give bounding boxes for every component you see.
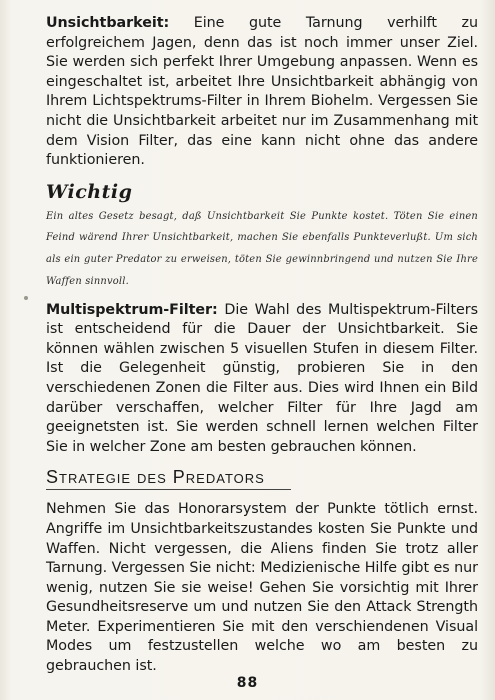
section-heading: Strategie des Predators [46, 467, 291, 490]
page-content [46, 14, 478, 677]
important-heading: Wichtig [46, 180, 133, 203]
invisibility-text: Eine gute Tarnung verhilft zu erfolgreichem Jagen, denn das ist noch immer unser Ziel. Sie werden sich perfekt Ihrer Umgebung anpassen. Wenn es eingeschaltet ist, arbeitet Ihre Unsichtbarkeit abhängig von Ihrem Lichtspektrums-Filter in Ihrem Biohelm. Vergessen Sie nicht die Unsichtbarkeit arbeitet nur im Zusammenhang mit dem Vision Filter, das eine kann nicht ohne das andere funktionieren. [46, 15, 478, 169]
invisibility-term: Unsichtbarkeit: [46, 15, 170, 31]
important-note: Ein altes Gesetz besagt, daß Unsichtbarkeit Sie Punkte kostet. Töten Sie einen Feind wärend Ihrer Unsichtbarkeit, machen Sie ebenfalls Punkteverlußt. Um sich als ein guter Predator zu erweisen, töten Sie gewinnbringend und nutzen Sie Ihre Waffen sinnvoll. [46, 210, 478, 287]
strategy-paragraph: Nehmen Sie das Honorarsystem der Punkte tötlich ernst. Angriffe im Unsichtbarkeitszustandes kosten Sie Punkte und Waffen. Nicht vergessen, die Aliens finden Sie trotz aller Tarnung. Vergessen Sie nicht: Medizienische Hilfe gibt es nur wenig, nutzen Sie sie weise! Gehen Sie vorsichtig mit Ihrer Gesundheitsreserve um und nutzen Sie den Attack Strength Meter. Experimentieren Sie mit den verschiendenen Visual Modes um festzustellen welche wo am besten zu gebrauchen ist. [46, 501, 478, 675]
multispectrum-text: Die Wahl des Multispektrum-Filters ist entscheidend für die Dauer der Unsichtbarkeit. Sie können wählen zwischen 5 visuellen Stufen in diesem Filter. Ist die Gelegenheit günstig, probieren Sie in den verschiedenen Zonen die Filter aus. Dies wird Ihnen ein Bild darüber verschaffen, welcher Filter für Ihre Jagd am geeignetsten ist. Sie werden schnell lernen welchen Filter Sie in welcher Zone am besten gebrauchen können. [46, 301, 478, 455]
multispectrum-term: Multispektrum-Filter: [46, 301, 218, 318]
invisibility-paragraph [46, 14, 478, 171]
page-number: 88 [236, 675, 259, 691]
page-speck [24, 296, 28, 300]
multispectrum-paragraph [46, 301, 478, 458]
